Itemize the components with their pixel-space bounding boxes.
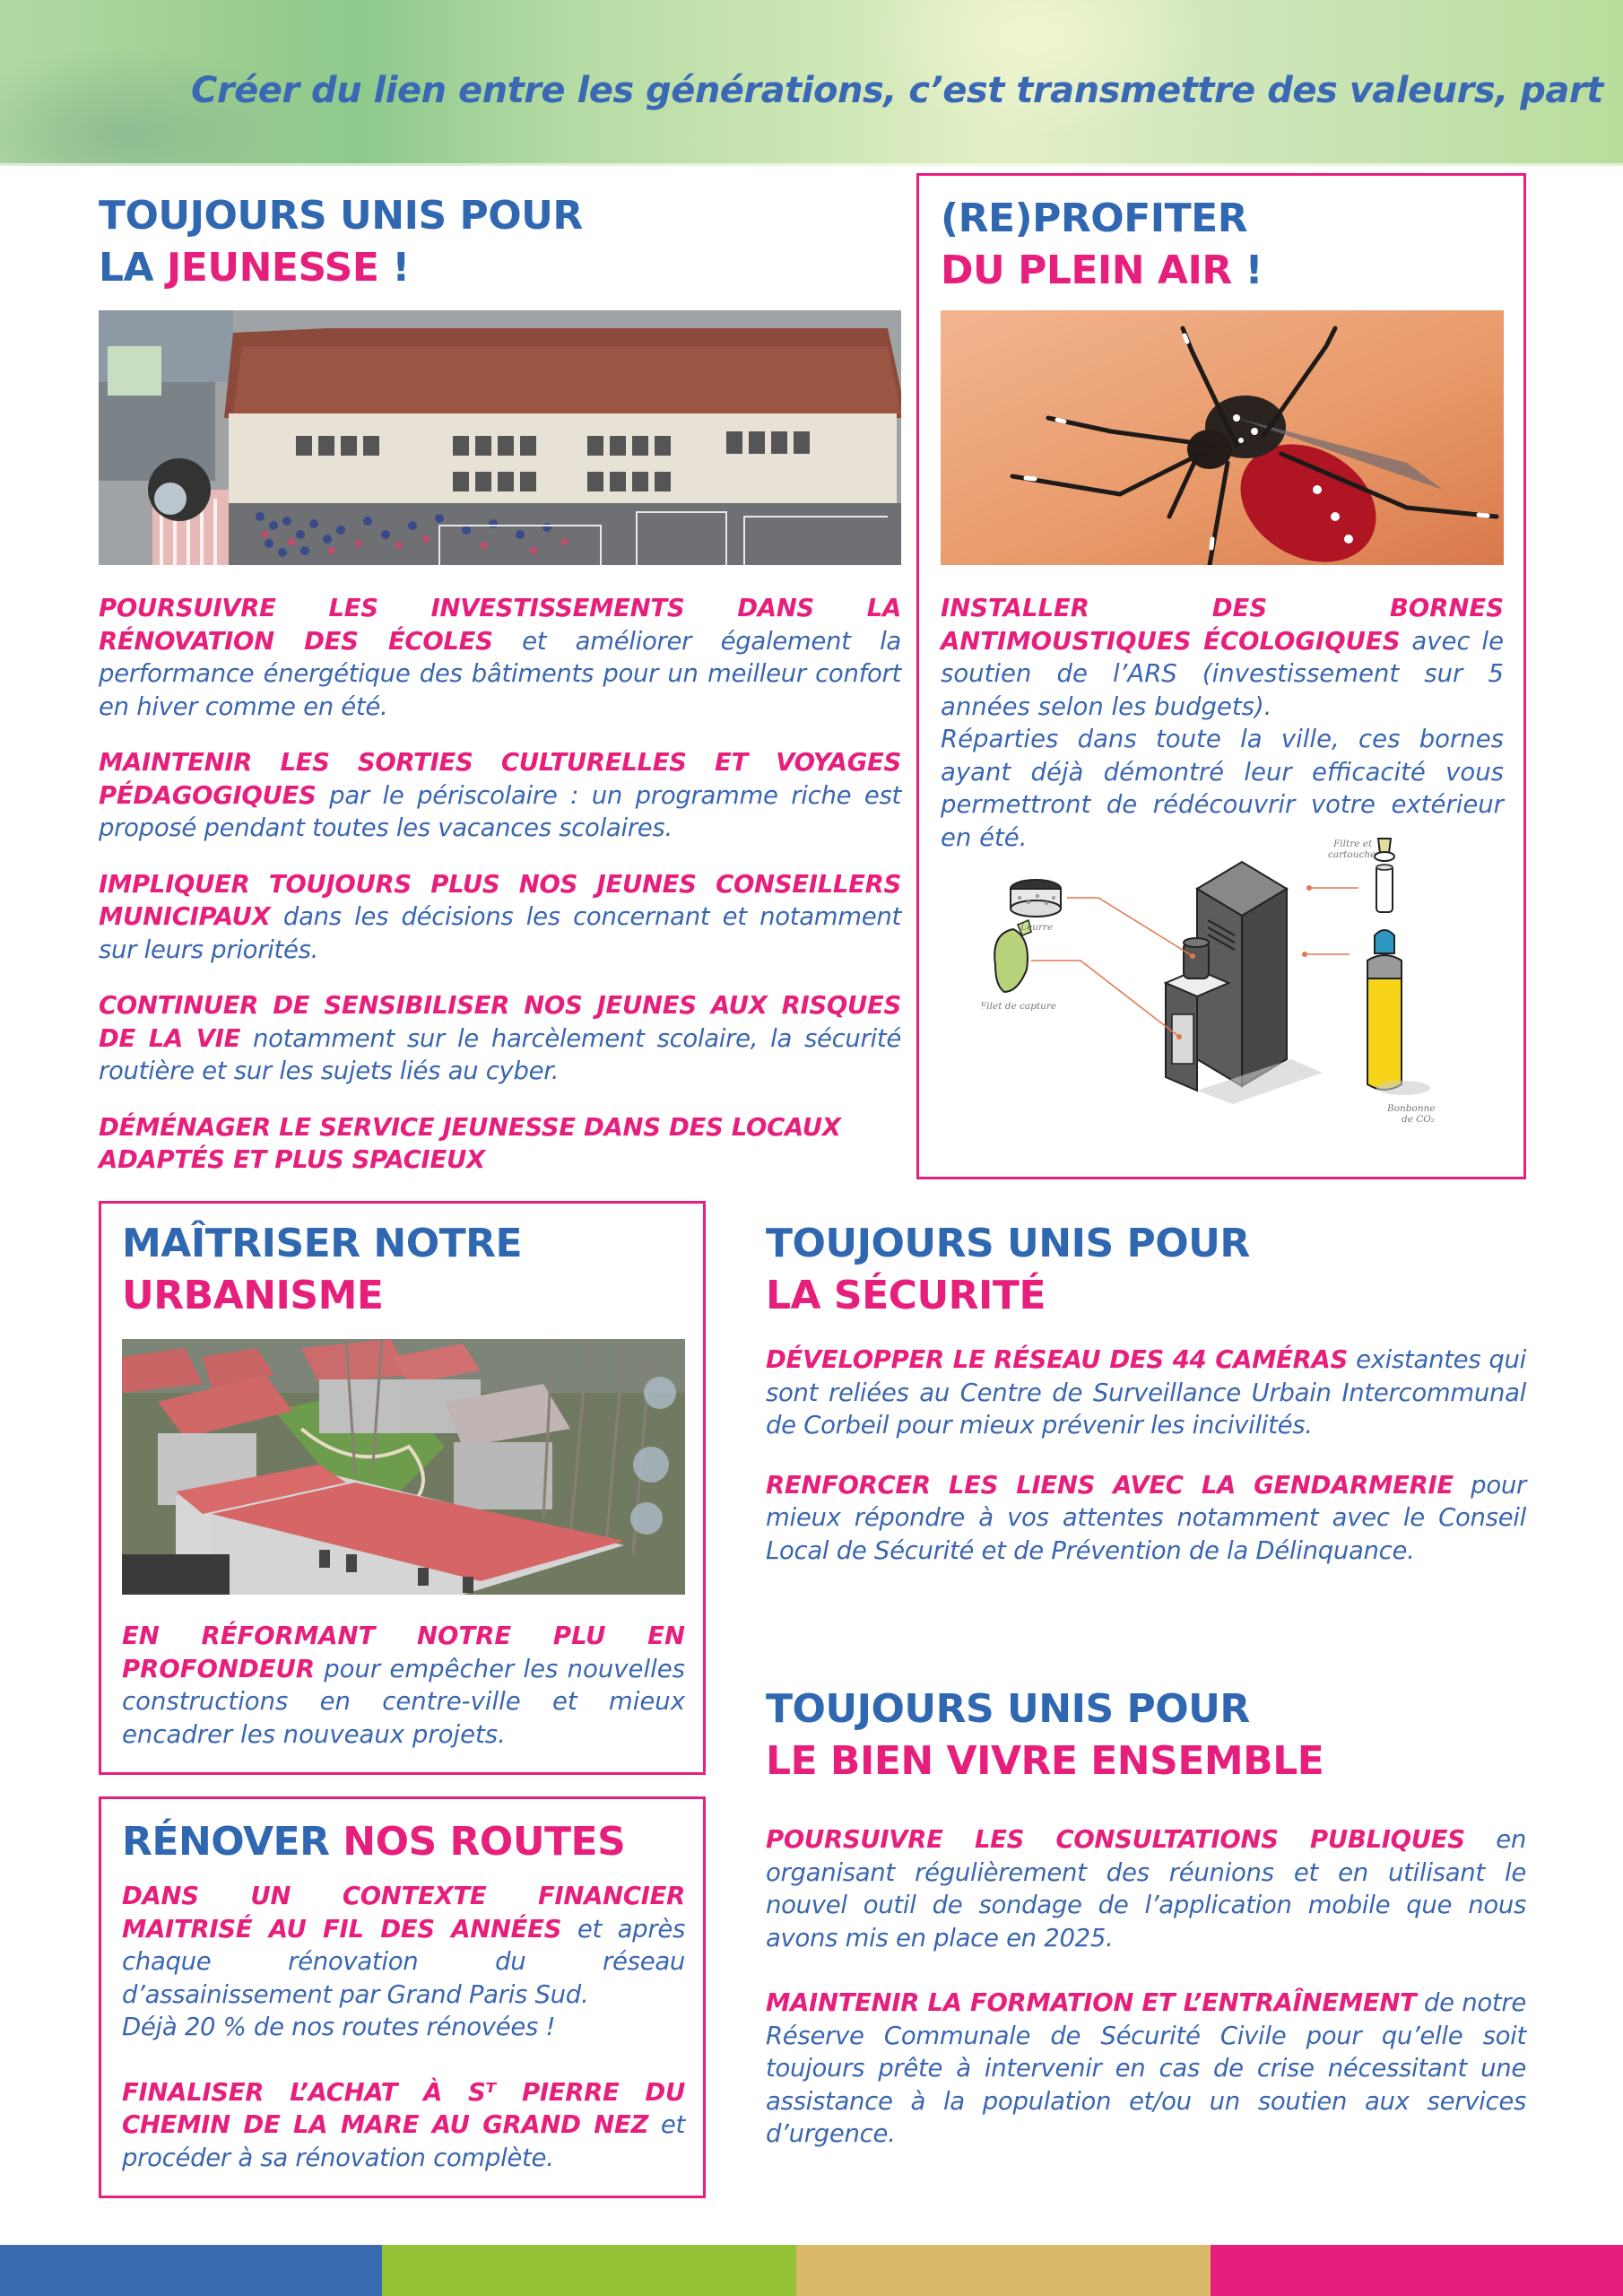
section-title (122, 1218, 522, 1322)
vivre-ensemble-item-1 (766, 1823, 1526, 1954)
jeunesse-item-4 (99, 989, 901, 1088)
school-photo-illustration (99, 310, 901, 565)
jeunesse-item-2 (99, 746, 901, 845)
item-text: de notre Réserve Communale de Sécurité Civile pour qu’elle soit toujours prête à intervenir en cas de crise nécessitant une assistance à la population et/ou un soutien aux services d’urgence. (766, 1988, 1527, 2148)
vivre-ensemble-item-2 (766, 1987, 1526, 2151)
title-highlight: DU PLEIN AIR (941, 248, 1232, 293)
jeunesse-items (99, 592, 901, 1177)
item-lead: MAINTENIR LA FORMATION ET L’ENTRAÎNEMENT (766, 1988, 1417, 2017)
securite-item-1 (766, 1344, 1526, 1442)
diagram-label-bonbonne-2: de CO₂ (1402, 1114, 1436, 1125)
title-highlight: NOS ROUTES (343, 1819, 626, 1865)
item-text: et après chaque rénovation du réseau d’assainissement par Grand Paris Sud. (122, 1914, 685, 2009)
item-text: Déjà 20 % de nos routes rénovées ! (122, 2013, 556, 2041)
securite-items (766, 1344, 1526, 1567)
footer-color-segment-green (382, 2245, 796, 2296)
title-line-2: LA SÉCURITÉ (766, 1273, 1046, 1318)
item-text: et améliorer également la performance énergétique des bâtiments pour un meilleur confort en hiver comme en été. (99, 626, 901, 721)
top-banner (0, 0, 1623, 166)
urbanisme-item-1 (122, 1620, 685, 1751)
school-aerial-photo (99, 310, 901, 565)
mosquito-photo (941, 310, 1504, 565)
section-urbanisme (99, 1201, 706, 1775)
title-highlight: JEUNESSE (166, 245, 379, 291)
item-lead: EN RÉFORMANT NOTRE PLU EN PROFONDEUR (122, 1622, 685, 1683)
section-securite (766, 1218, 1526, 1567)
item-text: existantes qui sont reliées au Centre de Surveillance Urbain Intercommunal de Corbeil pour mieux prévenir les incivilités. (766, 1345, 1526, 1439)
jeunesse-item-3 (99, 868, 901, 967)
title-exclamation: ! (1231, 248, 1263, 293)
item-text: notamment sur le harcèlement scolaire, la sécurité routière et sur les sujets liés au cyber. (99, 1023, 901, 1085)
diagram-label-leurre: Leurre (1020, 922, 1054, 933)
vivre-ensemble-items (766, 1823, 1526, 2151)
item-lead: FINALISER L’ACHAT À Sᵀ PIERRE DU CHEMIN DE LA MARE AU GRAND NEZ (122, 2077, 685, 2139)
footer-color-segment-gold (796, 2245, 1211, 2296)
diagram-label-filet: Filet de capture (982, 1001, 1057, 1012)
item-lead: INSTALLER DES BORNES ANTIMOUSTIQUES ÉCOLOGIQUES (941, 594, 1504, 656)
diagram-label-bonbonne-1: Bonbonne (1387, 1103, 1436, 1114)
item-lead: MAINTENIR LES SORTIES CULTURELLES ET VOYAGES PÉDAGOGIQUES (99, 748, 901, 810)
footer-color-segment-pink (1211, 2245, 1623, 2296)
section-vivre-ensemble (766, 1683, 1526, 2151)
section-title (941, 193, 1263, 297)
item-text: et procéder à sa rénovation complète. (122, 2110, 685, 2172)
routes-item-1 (122, 1880, 685, 2011)
item-lead: IMPLIQUER TOUJOURS PLUS NOS JEUNES CONSEILLERS MUNICIPAUX (99, 869, 901, 931)
diagram-label-filtre-2: cartouche (1328, 849, 1376, 860)
plein-air-item-1 (941, 592, 1504, 723)
section-title (99, 190, 901, 294)
diagram-label-filtre-1: Filtre et (1333, 839, 1373, 849)
title-prefix: RÉNOVER (122, 1819, 343, 1865)
item-lead: DÉMÉNAGER LE SERVICE JEUNESSE DANS DES LOCAUX ADAPTÉS ET PLUS SPACIEUX (99, 1112, 841, 1174)
item-text: par le périscolaire : un programme riche est proposé pendant toutes les vacances scolaires. (99, 780, 901, 842)
banner-edge (0, 163, 1623, 166)
section-title (122, 1816, 625, 1868)
section-plein-air (916, 173, 1526, 1179)
banner-tagline: Créer du lien entre les générations, c’est transmettre des valeurs, part (191, 70, 1603, 111)
item-text: pour mieux répondre à vos attentes notamment avec le Conseil Local de Sécurité et de Prévention de la Délinquance. (766, 1470, 1526, 1565)
item-text: pour empêcher les nouvelles constructions en centre-ville et mieux encadrer les nouveaux projets. (122, 1654, 685, 1749)
item-text: dans les décisions les concernant et notamment sur leurs priorités. (99, 902, 901, 964)
trap-diagram-illustration (982, 835, 1484, 1176)
routes-item-2 (122, 2011, 685, 2044)
section-routes (99, 1796, 706, 2198)
item-text: avec le soutien de l’ARS (investissement sur 5 années selon les budgets). (941, 626, 1504, 721)
title-line-1: TOUJOURS UNIS POUR (99, 193, 583, 239)
urbanisme-items (122, 1620, 685, 1751)
title-line-2: LE BIEN VIVRE ENSEMBLE (766, 1738, 1324, 1784)
item-text: en organisant régulièrement des réunions et en utilisant le nouvel outil de sondage de l’application mobile que nous avons mis en place en 2025. (766, 1825, 1526, 1952)
residence-aerial-photo (122, 1339, 685, 1595)
item-text: Réparties dans toute la ville, ces bornes ayant déjà démontré leur efficacité vous permettront de rédécouvrir votre extérieur en été. (941, 725, 1504, 852)
title-exclamation: ! (378, 245, 410, 291)
section-title (766, 1683, 1526, 1787)
securite-item-2 (766, 1469, 1526, 1568)
jeunesse-item-1 (99, 592, 901, 723)
mosquito-illustration (941, 310, 1504, 565)
item-lead: CONTINUER DE SENSIBILISER NOS JEUNES AUX RISQUES DE LA VIE (99, 991, 901, 1053)
title-line-2: URBANISME (122, 1273, 384, 1318)
item-lead: DANS UN CONTEXTE FINANCIER MAITRISÉ AU FIL DES ANNÉES (122, 1882, 685, 1944)
mosquito-trap-diagram (982, 835, 1484, 1176)
title-line-1: (RE)PROFITER (941, 196, 1248, 241)
item-lead: POURSUIVRE LES INVESTISSEMENTS DANS LA RÉNOVATION DES ÉCOLES (99, 594, 901, 656)
routes-item-3 (122, 2076, 685, 2175)
item-lead: POURSUIVRE LES CONSULTATIONS PUBLIQUES (766, 1825, 1465, 1854)
residence-photo-illustration (122, 1339, 685, 1595)
section-title (766, 1218, 1526, 1322)
section-jeunesse (99, 190, 901, 294)
jeunesse-item-5 (99, 1111, 901, 1177)
item-lead: RENFORCER LES LIENS AVEC LA GENDARMERIE (766, 1470, 1454, 1500)
routes-items (122, 1880, 685, 2174)
footer-color-segment-blue (0, 2245, 382, 2296)
title-line-1: MAÎTRISER NOTRE (122, 1221, 523, 1266)
title-line-1: TOUJOURS UNIS POUR (766, 1686, 1250, 1732)
title-prefix: LA (99, 245, 167, 291)
plein-air-items (941, 592, 1504, 854)
title-line-1: TOUJOURS UNIS POUR (766, 1221, 1250, 1266)
item-lead: DÉVELOPPER LE RÉSEAU DES 44 CAMÉRAS (766, 1345, 1349, 1374)
